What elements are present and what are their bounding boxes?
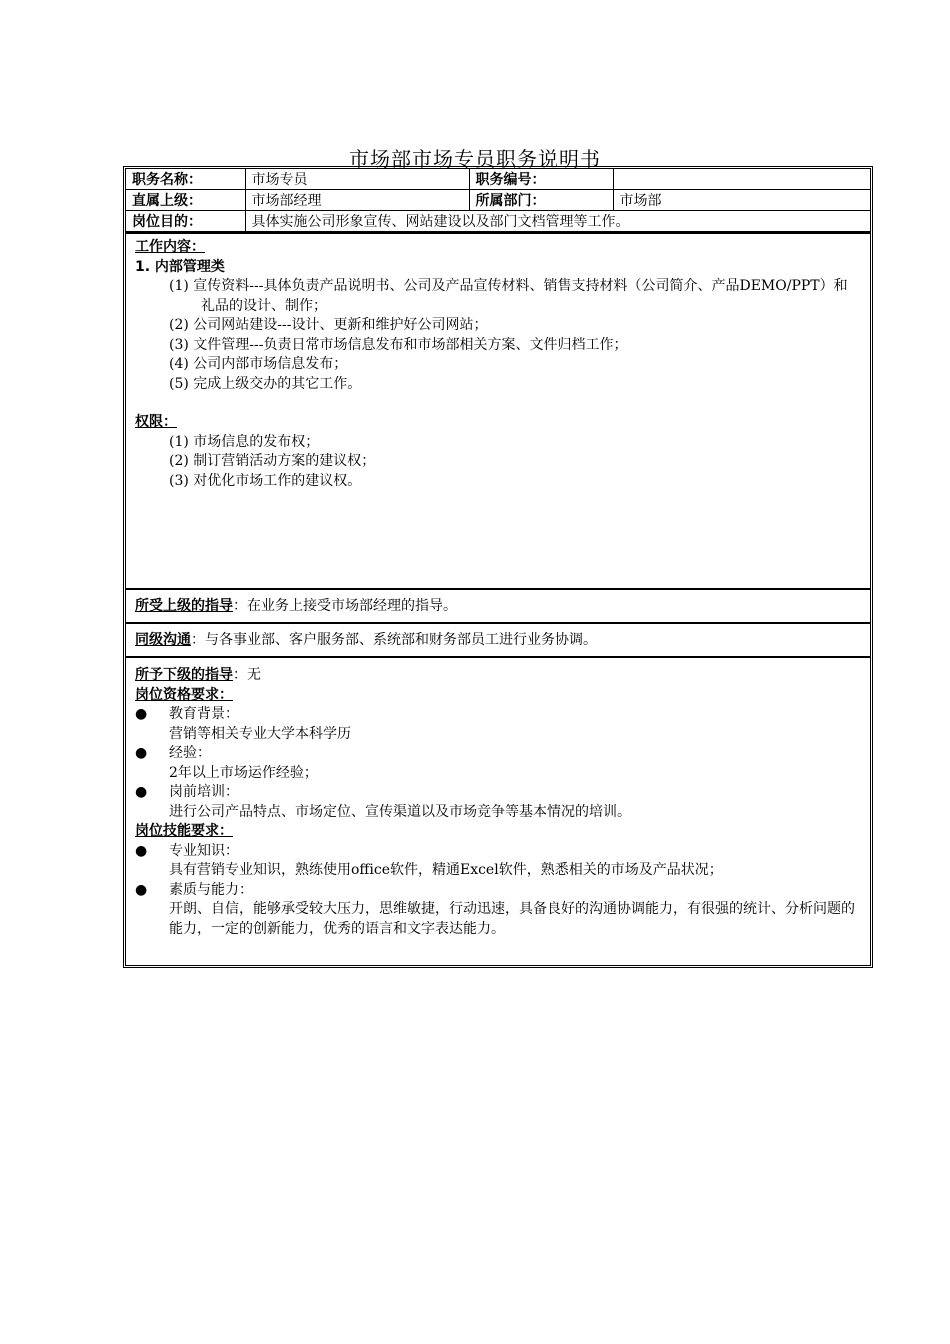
qualification-detail: 营销等相关专业大学本科学历 xyxy=(169,725,351,742)
skill-title: 专业知识： xyxy=(169,842,239,859)
skill-item xyxy=(135,881,861,940)
document-title: 市场部市场专员职务说明书 xyxy=(349,147,601,171)
bullet-icon: ● xyxy=(135,706,148,722)
header-table xyxy=(126,169,870,232)
work-item: (5) 完成上级交办的其它工作。 xyxy=(169,375,362,392)
work-heading: 工作内容： xyxy=(135,239,205,255)
authority-item: (2) 制订营销活动方案的建议权； xyxy=(169,453,376,469)
subordinate-guidance-label: 所予下级的指导 xyxy=(135,667,233,683)
superior-guidance-label: 所受上级的指导 xyxy=(135,598,233,614)
peer-communication-label: 同级沟通 xyxy=(135,632,191,648)
work-item: (1) 宣传资料---具体负责产品说明书、公司及产品宣传材料、销售支持材料（公司简介、产品DEMO/PPT）和礼品的设计、制作； xyxy=(169,278,848,314)
work-item: (3) 文件管理---负责日常市场信息发布和市场部相关方案、文件归档工作； xyxy=(169,336,628,353)
work-section xyxy=(126,232,870,588)
peer-communication-section xyxy=(126,622,870,656)
qualification-heading: 岗位资格要求： xyxy=(135,686,233,703)
skills-heading: 岗位技能要求： xyxy=(135,823,233,839)
bullet-icon: ● xyxy=(135,842,148,859)
work-item: (4) 公司内部市场信息发布； xyxy=(169,356,348,372)
skill-title: 素质与能力： xyxy=(169,881,253,898)
superior-guidance-section xyxy=(126,588,870,622)
subordinate-guidance-text: ：无 xyxy=(233,667,261,683)
purpose-label: 岗位目的： xyxy=(126,211,245,232)
qualification-item xyxy=(135,744,861,783)
peer-communication-text: ：与各事业部、客户服务部、系统部和财务部员工进行业务协调。 xyxy=(191,632,597,648)
dept-label: 所属部门： xyxy=(469,190,613,211)
superior-value: 市场部经理 xyxy=(245,190,469,211)
job-name-label: 职务名称： xyxy=(126,169,245,190)
job-description-table xyxy=(123,166,873,968)
qualification-title: 教育背景： xyxy=(169,706,239,722)
qualification-title: 经验： xyxy=(169,745,211,761)
superior-guidance-text: ：在业务上接受市场部经理的指导。 xyxy=(233,598,457,614)
skill-detail: 开朗、自信，能够承受较大压力，思维敏捷，行动迅速，具备良好的沟通协调能力，有很强的统计、分析问题的能力，一定的创新能力，优秀的语言和文字表达能力。 xyxy=(169,901,855,937)
authority-item: (1) 市场信息的发布权； xyxy=(169,433,320,450)
qualification-title: 岗前培训： xyxy=(169,784,239,800)
bullet-icon: ● xyxy=(135,745,148,761)
authority-heading: 权限： xyxy=(135,414,177,430)
requirements-section xyxy=(126,656,870,939)
skill-item xyxy=(135,842,861,881)
work-category: 1. 内部管理类 xyxy=(135,258,225,275)
qualification-item xyxy=(135,783,861,822)
job-no-label: 职务编号： xyxy=(469,169,613,190)
purpose-value: 具体实施公司形象宣传、网站建设以及部门文档管理等工作。 xyxy=(245,211,870,232)
dept-value: 市场部 xyxy=(613,190,870,211)
bullet-icon: ● xyxy=(135,784,148,800)
qualification-detail: 进行公司产品特点、市场定位、宣传渠道以及市场竞争等基本情况的培训。 xyxy=(169,803,631,820)
authority-item: (3) 对优化市场工作的建议权。 xyxy=(169,472,362,489)
job-no-value xyxy=(613,169,870,190)
bullet-icon: ● xyxy=(135,881,148,898)
qualification-detail: 2年以上市场运作经验； xyxy=(169,764,318,781)
superior-label: 直属上级： xyxy=(126,190,245,211)
skill-detail: 具有营销专业知识，熟练使用office软件，精通Excel软件，熟悉相关的市场及产品状况； xyxy=(169,862,723,878)
job-name-value: 市场专员 xyxy=(245,169,469,190)
qualification-item xyxy=(135,705,861,744)
work-item: (2) 公司网站建设---设计、更新和维护好公司网站； xyxy=(169,317,488,333)
